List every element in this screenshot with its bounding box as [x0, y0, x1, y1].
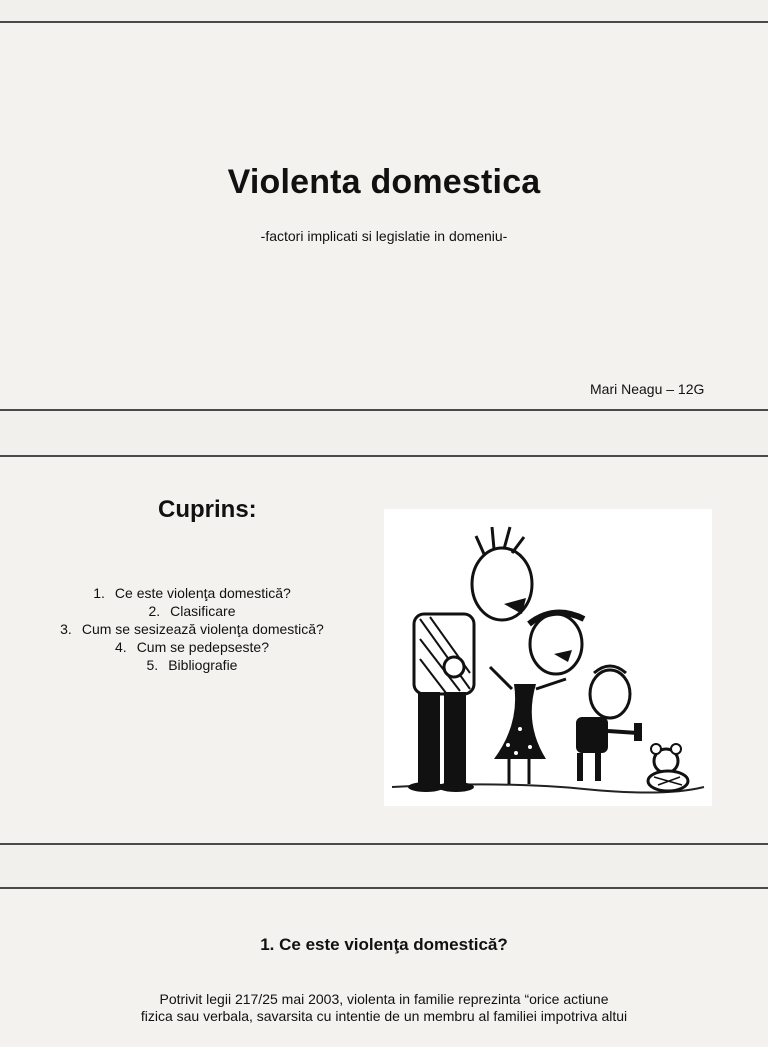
contents-item-number: 4.: [115, 639, 127, 655]
body-line: fizica sau verbala, savarsita cu intentie de un membru al familiei impotriva altui: [140, 1008, 628, 1024]
mother-figure: [490, 613, 584, 784]
contents-item: [0, 584, 384, 602]
contents-item-number: 5.: [146, 657, 159, 673]
contents-item-label: Clasificare: [170, 603, 236, 619]
contents-item-label: Ce este violenţa domestică?: [114, 585, 291, 601]
author-label: Mari Neagu – 12G: [590, 381, 705, 397]
teddy-bear: [648, 744, 688, 791]
contents-item: [0, 656, 384, 674]
contents-item: [0, 638, 384, 656]
contents-item-number: 1.: [93, 585, 105, 601]
contents-item: [0, 602, 384, 620]
family-conflict-illustration: [384, 509, 712, 806]
contents-item-number: 3.: [60, 621, 72, 637]
contents-item-label: Cum se pedepseste?: [136, 639, 269, 655]
contents-item-label: Cum se sesizează violenţa domestică?: [81, 621, 324, 637]
child-figure: [576, 666, 642, 781]
contents-list: [0, 584, 384, 674]
presentation-subtitle: -factori implicati si legislatie in domeniu-: [260, 228, 508, 244]
contents-title: Cuprins:: [158, 496, 257, 523]
contents-slide: [0, 455, 768, 845]
contents-item-number: 2.: [148, 603, 161, 619]
presentation-title: Violenta domestica: [227, 163, 541, 201]
contents-item: [0, 620, 384, 638]
section-heading: 1. Ce este violenţa domestică?: [260, 935, 508, 954]
section-body: [110, 991, 658, 1025]
definition-slide: [0, 887, 768, 1047]
contents-item-label: Bibliografie: [168, 657, 238, 673]
title-slide: [0, 21, 768, 411]
body-line: Potrivit legii 217/25 mai 2003, violenta in familie reprezinta “orice actiune: [159, 991, 609, 1007]
